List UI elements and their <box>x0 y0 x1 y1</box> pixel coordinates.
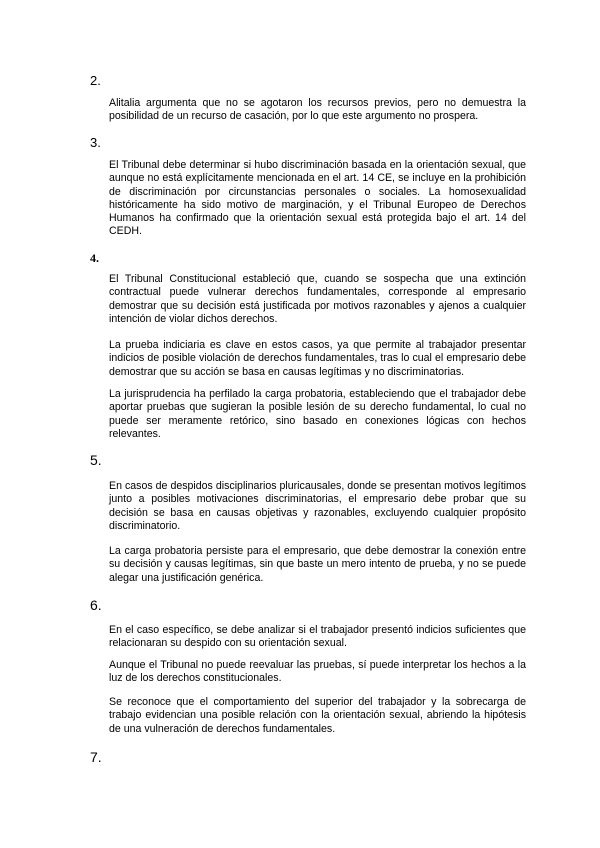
section-number-5: 5. <box>90 452 102 468</box>
section-5-paragraph-1: En casos de despidos disciplinarios pluricausales, donde se presentan motivos legítimos junto a posibles motivaciones discriminatorias, el empresario debe probar que su decisión se basa en causas objetivas y razonables, excluyendo cualquier propósito discriminatorio. <box>109 480 526 532</box>
section-6-paragraph-1: En el caso específico, se debe analizar si el trabajador presentó indicios suficientes que relacionaran su despido con su orientación sexual. <box>109 624 526 650</box>
section-5-paragraph-2: La carga probatoria persiste para el empresario, que debe demostrar la conexión entre su decisión y causas legítimas, sin que baste un mero intento de prueba, y no se puede alegar una justificación genérica. <box>109 545 526 584</box>
section-2-paragraph-1: Alitalia argumenta que no se agotaron los recursos previos, pero no demuestra la posibilidad de un recurso de casación, por lo que este argumento no prospera. <box>109 97 526 123</box>
section-3-paragraph-1: El Tribunal debe determinar si hubo discriminación basada en la orientación sexual, que aunque no está explícitamente mencionada en el art. 14 CE, se incluye en la prohibición de discriminación por circunstancias personales o sociales. La homosexualidad históricamente ha sido motivo de marginación, y el Tribunal Europeo de Derechos Humanos ha confirmado que la orientación sexual está protegida bajo el art. 14 del CEDH. <box>109 159 526 238</box>
section-4-paragraph-3: La jurisprudencia ha perfilado la carga probatoria, estableciendo que el trabajador debe aportar pruebas que sugieran la posible lesión de su derecho fundamental, lo cual no puede ser meramente retórico, sino basado en conexiones lógicas con hechos relevantes. <box>109 388 526 440</box>
section-4-paragraph-1: El Tribunal Constitucional estableció que, cuando se sospecha que una extinción contractual puede vulnerar derechos fundamentales, corresponde al empresario demostrar que su decisión está justificada por motivos razonables y ajenos a cualquier intención de violar dichos derechos. <box>109 273 526 325</box>
section-number-2: 2. <box>90 73 101 88</box>
section-number-4: 4. <box>90 251 99 265</box>
section-number-7: 7. <box>90 749 102 765</box>
section-number-6: 6. <box>90 597 102 613</box>
section-6-paragraph-2: Aunque el Tribunal no puede reevaluar las pruebas, sí puede interpretar los hechos a la luz de los derechos constitucionales. <box>109 659 526 685</box>
section-number-3: 3. <box>90 135 101 150</box>
section-4-paragraph-2: La prueba indiciaria es clave en estos casos, ya que permite al trabajador presentar indicios de posible violación de derechos fundamentales, tras lo cual el empresario debe demostrar que su acción se basa en causas legítimas y no discriminatorias. <box>109 339 526 378</box>
section-6-paragraph-3: Se reconoce que el comportamiento del superior del trabajador y la sobrecarga de trabajo evidencian una posible relación con la orientación sexual, abriendo la hipótesis de una vulneración de derechos fundamentales. <box>109 696 526 735</box>
